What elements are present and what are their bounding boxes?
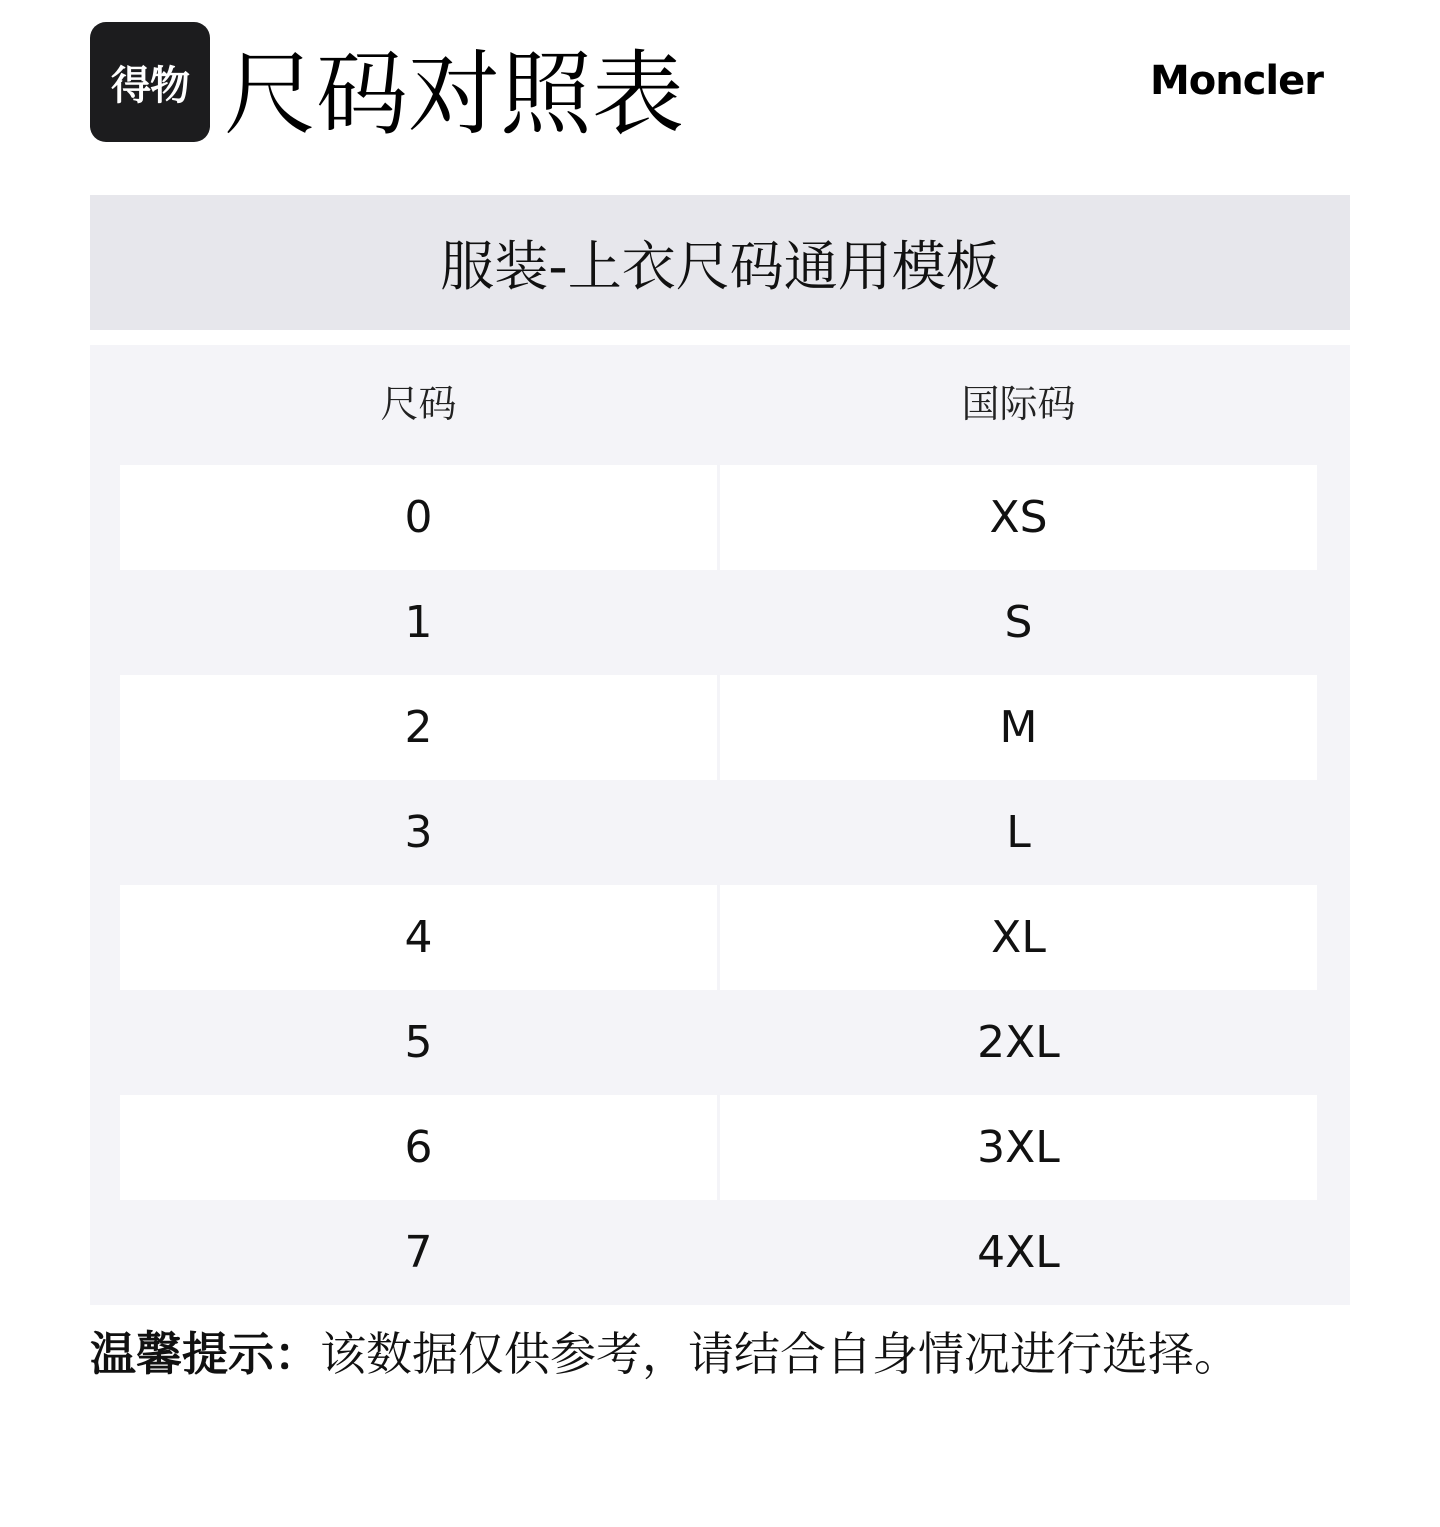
international-size-cell: XL [720, 885, 1317, 990]
notice-text: 该数据仅供参考，请结合自身情况进行选择。 [320, 1327, 1240, 1381]
table-body [120, 465, 1317, 1305]
size-cell: 0 [120, 465, 717, 570]
brand-name: Moncler [1149, 58, 1323, 104]
international-size-cell: 2XL [977, 1017, 1060, 1068]
notice-label: 温馨提示： [90, 1327, 320, 1381]
table-row [120, 1095, 1317, 1200]
template-title-banner [90, 195, 1350, 330]
size-cell: 5 [404, 1017, 433, 1068]
table-row [120, 885, 1317, 990]
size-cell: 1 [404, 597, 433, 648]
table-row [120, 780, 1317, 885]
international-size-cell: XS [720, 465, 1317, 570]
international-size-cell: 4XL [977, 1227, 1060, 1278]
table-row [120, 465, 1317, 570]
app-logo [90, 22, 210, 142]
column-header-size: 尺码 [380, 382, 457, 426]
column-header-international: 国际码 [961, 382, 1076, 426]
size-cell: 6 [120, 1095, 717, 1200]
international-size-cell: L [1006, 807, 1031, 858]
notice [90, 1322, 1240, 1386]
table-row [120, 675, 1317, 780]
size-table [90, 345, 1350, 1305]
table-row [120, 570, 1317, 675]
size-cell: 3 [404, 807, 433, 858]
size-cell: 2 [120, 675, 717, 780]
template-title: 服装-上衣尺码通用模板 [440, 235, 1000, 298]
international-size-cell: 3XL [720, 1095, 1317, 1200]
table-row [120, 990, 1317, 1095]
logo-text: 得物 [111, 62, 189, 109]
table-row [120, 1200, 1317, 1305]
table-header [90, 345, 1350, 465]
page-title: 尺码对照表 [224, 41, 685, 148]
size-cell: 4 [120, 885, 717, 990]
size-cell: 7 [404, 1227, 433, 1278]
international-size-cell: S [1004, 597, 1033, 648]
international-size-cell: M [720, 675, 1317, 780]
